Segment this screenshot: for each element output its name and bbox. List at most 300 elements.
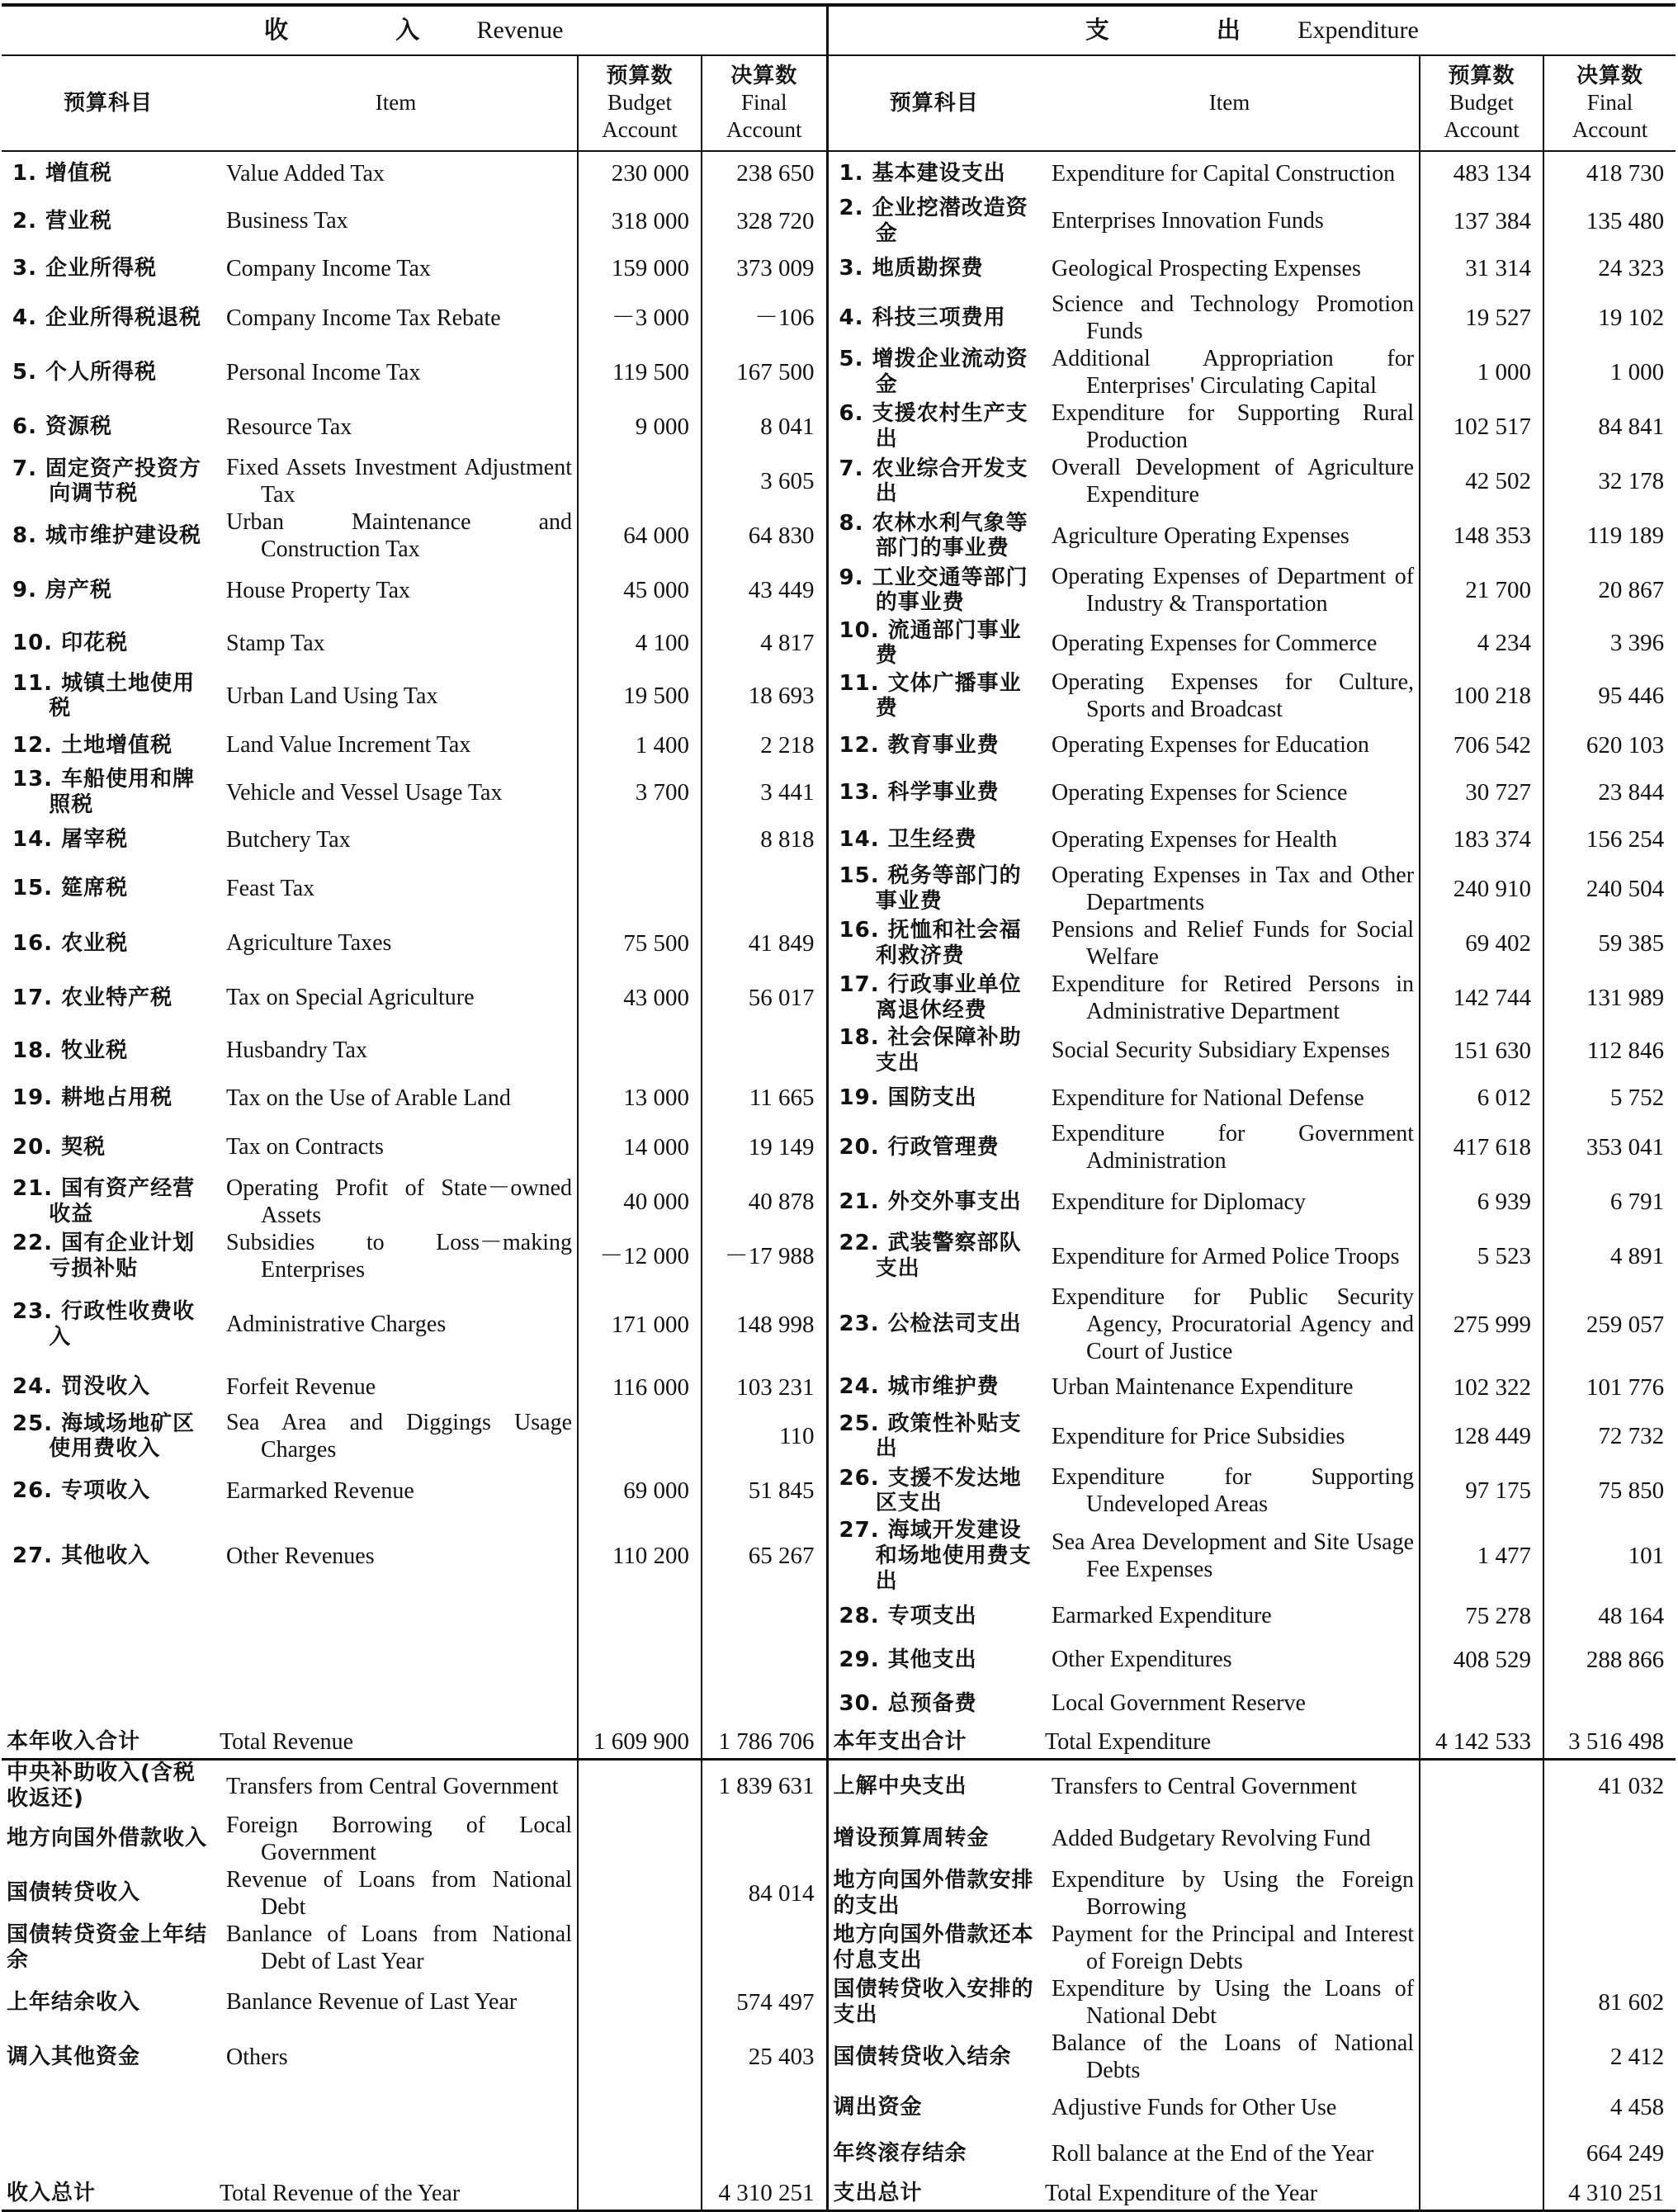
revenue-item-en: Subsidies to Loss－making Enterprises bbox=[226, 1230, 572, 1283]
revenue-subject-cn: 8. 城市维护建设税 bbox=[12, 522, 202, 548]
expenditure-budget-value: 142 744 bbox=[1420, 971, 1543, 1025]
table-row bbox=[2, 1229, 1676, 1283]
expenditure-item-en: Operating Expenses for Commerce bbox=[1052, 630, 1378, 656]
revenue-item-en: Stamp Tax bbox=[226, 630, 325, 656]
expenditure-item-en: Social Security Subsidiary Expenses bbox=[1052, 1037, 1390, 1064]
revenue-subject-cn bbox=[2, 1681, 215, 1725]
revenue-item-en: Revenue of Loans from National Debt bbox=[226, 1866, 572, 1920]
total-expenditure-final: 3 516 498 bbox=[1543, 1725, 1676, 1760]
revenue-item-en: Banlance of Loans from National Debt of Last Year bbox=[226, 1921, 572, 1974]
expenditure-subject-cn: 20. 行政管理费 bbox=[827, 1120, 1040, 1175]
revenue-item-en bbox=[215, 2130, 578, 2177]
revenue-final-value: 18 693 bbox=[702, 669, 827, 723]
revenue-budget-value: 159 000 bbox=[578, 247, 702, 291]
revenue-header-en: Revenue bbox=[476, 17, 564, 45]
expenditure-final-value: 6 791 bbox=[1543, 1175, 1676, 1229]
expenditure-item-en: Expenditure for Price Subsidies bbox=[1052, 1423, 1345, 1449]
revenue-item-en: Urban Land Using Tax bbox=[226, 683, 438, 709]
revenue-subject-cn bbox=[2, 1638, 215, 1681]
expenditure-section-header bbox=[827, 5, 1676, 55]
expenditure-budget-value: 1 000 bbox=[1420, 345, 1543, 399]
revenue-item-en: Company Income Tax Rebate bbox=[226, 305, 501, 331]
final-header-en-1: Final bbox=[741, 90, 787, 116]
expenditure-item-en: Expenditure for Supporting Rural Production bbox=[1052, 400, 1415, 454]
revenue-item-en: Company Income Tax bbox=[226, 255, 431, 281]
revenue-item-en: Personal Income Tax bbox=[226, 359, 421, 385]
revenue-budget-value: －12 000 bbox=[578, 1229, 702, 1283]
revenue-final-value bbox=[702, 2084, 827, 2130]
expenditure-subject-cn: 3. 地质勘探费 bbox=[827, 247, 1040, 291]
expenditure-item-en: Operating Expenses of Department of Industry & Transportation bbox=[1052, 564, 1415, 617]
expenditure-item-en: Expenditure by Using the Foreign Borrowing bbox=[1052, 1866, 1415, 1920]
header-section-row bbox=[2, 5, 1676, 55]
table-row bbox=[2, 1025, 1676, 1076]
revenue-final-value: 43 449 bbox=[702, 563, 827, 617]
revenue-item-en: Value Added Tax bbox=[226, 160, 385, 187]
revenue-section-header bbox=[2, 5, 827, 55]
extra-table-body bbox=[2, 1760, 1676, 2211]
expenditure-final-value: 135 480 bbox=[1543, 196, 1676, 247]
expenditure-final-value bbox=[1543, 1866, 1676, 1921]
expenditure-final-value: 48 164 bbox=[1543, 1594, 1676, 1638]
revenue-subject-cn: 4. 企业所得税退税 bbox=[12, 305, 202, 330]
expenditure-final-value: 418 730 bbox=[1543, 151, 1676, 196]
revenue-item-en: Husbandry Tax bbox=[226, 1037, 367, 1064]
revenue-budget-value bbox=[578, 2130, 702, 2177]
expenditure-final-value: 288 866 bbox=[1543, 1638, 1676, 1681]
expenditure-subject-cn: 27. 海域开发建设和场地使用费支出 bbox=[827, 1518, 1040, 1594]
expenditure-budget-value: 148 353 bbox=[1420, 508, 1543, 563]
expenditure-final-value: 32 178 bbox=[1543, 454, 1676, 508]
expenditure-subject-cn: 13. 科学事业费 bbox=[827, 767, 1040, 817]
expenditure-final-value: 4 891 bbox=[1543, 1229, 1676, 1283]
grand-total-revenue-budget bbox=[578, 2177, 702, 2211]
table-row bbox=[2, 454, 1676, 508]
expenditure-budget-value bbox=[1420, 1921, 1543, 1975]
expenditure-budget-value: 137 384 bbox=[1420, 196, 1543, 247]
expenditure-final-value: 101 776 bbox=[1543, 1365, 1676, 1409]
table-row bbox=[2, 862, 1676, 916]
expenditure-final-value: 101 bbox=[1543, 1518, 1676, 1594]
budget-table bbox=[2, 3, 1676, 2212]
revenue-subject-cn: 14. 屠宰税 bbox=[12, 826, 129, 852]
expenditure-item-en: Operating Expenses for Health bbox=[1052, 826, 1338, 853]
revenue-budget-value bbox=[578, 1760, 702, 1812]
expenditure-item-en: Expenditure for Armed Police Troops bbox=[1052, 1243, 1400, 1269]
table-row bbox=[2, 1866, 1676, 1921]
expenditure-final-value: 84 841 bbox=[1543, 399, 1676, 454]
expenditure-subject-cn: 18. 社会保障补助支出 bbox=[827, 1025, 1040, 1076]
expenditure-item-en: Local Government Reserve bbox=[1052, 1690, 1306, 1717]
table-row bbox=[2, 508, 1676, 563]
grand-total-expenditure-label-en: Total Expenditure of the Year bbox=[1040, 2177, 1420, 2211]
expenditure-final-value: 353 041 bbox=[1543, 1120, 1676, 1175]
table-row bbox=[2, 1120, 1676, 1175]
table-row bbox=[2, 1760, 1676, 1812]
expenditure-subject-cn: 23. 公检法司支出 bbox=[827, 1283, 1040, 1365]
expenditure-final-value: 156 254 bbox=[1543, 818, 1676, 862]
expenditure-item-en: Enterprises Innovation Funds bbox=[1052, 208, 1324, 234]
expenditure-subject-cn: 26. 支援不发达地区支出 bbox=[827, 1463, 1040, 1518]
expenditure-final-value: 664 249 bbox=[1543, 2130, 1676, 2177]
revenue-budget-value bbox=[578, 862, 702, 916]
col-header-budget bbox=[578, 55, 702, 151]
expenditure-item-en: Payment for the Principal and Interest of Foreign Debts bbox=[1052, 1921, 1415, 1974]
expenditure-budget-value: 4 234 bbox=[1420, 617, 1543, 669]
expenditure-final-value: 72 732 bbox=[1543, 1409, 1676, 1463]
expenditure-item-en: Expenditure for Supporting Undeveloped Areas bbox=[1052, 1464, 1415, 1518]
expenditure-budget-value: 128 449 bbox=[1420, 1409, 1543, 1463]
revenue-final-value bbox=[702, 1681, 827, 1725]
expenditure-budget-value: 240 910 bbox=[1420, 862, 1543, 916]
table-row bbox=[2, 818, 1676, 862]
table-row bbox=[2, 767, 1676, 817]
revenue-subject-cn: 27. 其他收入 bbox=[12, 1543, 151, 1569]
table-row bbox=[2, 1463, 1676, 1518]
revenue-final-value: 373 009 bbox=[702, 247, 827, 291]
revenue-budget-value bbox=[578, 1638, 702, 1681]
expenditure-subject-cn: 14. 卫生经费 bbox=[827, 818, 1040, 862]
revenue-item-en: Administrative Charges bbox=[226, 1312, 447, 1338]
total-revenue-final: 1 786 706 bbox=[702, 1725, 827, 1760]
revenue-item-en: Tax on the Use of Arable Land bbox=[226, 1085, 511, 1111]
expenditure-budget-value bbox=[1420, 2130, 1543, 2177]
expenditure-final-value: 112 846 bbox=[1543, 1025, 1676, 1076]
revenue-budget-value: 110 200 bbox=[578, 1518, 702, 1594]
expenditure-budget-value: 275 999 bbox=[1420, 1283, 1543, 1365]
main-table-body bbox=[2, 151, 1676, 1760]
expenditure-item-en: Sea Area Development and Site Usage Fee Expenses bbox=[1052, 1529, 1415, 1583]
budget-header-en-2: Account bbox=[602, 116, 678, 142]
expenditure-item-en: Urban Maintenance Expenditure bbox=[1052, 1374, 1354, 1401]
expenditure-item-en: Overall Development of Agriculture Expenditure bbox=[1052, 455, 1415, 508]
revenue-final-value: 574 497 bbox=[702, 1975, 827, 2030]
revenue-subject-cn: 1. 增值税 bbox=[12, 161, 113, 187]
revenue-subject-cn: 12. 土地增值税 bbox=[12, 732, 173, 758]
revenue-budget-value: 230 000 bbox=[578, 151, 702, 196]
expenditure-subject-cn: 16. 抚恤和社会福利救济费 bbox=[827, 916, 1040, 971]
budget-table-sheet bbox=[2, 3, 1676, 2212]
expenditure-budget-value: 42 502 bbox=[1420, 454, 1543, 508]
revenue-final-value: 238 650 bbox=[702, 151, 827, 196]
expenditure-item-en: Expenditure for Retired Persons in Administrative Department bbox=[1052, 971, 1415, 1024]
revenue-subject-cn: 2. 营业税 bbox=[12, 208, 113, 234]
expenditure-budget-value: 6 939 bbox=[1420, 1175, 1543, 1229]
revenue-budget-value: 1 400 bbox=[578, 723, 702, 767]
revenue-item-en: Transfers from Central Government bbox=[226, 1773, 559, 1799]
revenue-final-value: 3 441 bbox=[702, 767, 827, 817]
table-row bbox=[2, 916, 1676, 971]
grand-total-expenditure-label-cn: 支出总计 bbox=[827, 2177, 1040, 2211]
revenue-item-en: Forfeit Revenue bbox=[226, 1374, 376, 1401]
revenue-budget-value: 9 000 bbox=[578, 399, 702, 454]
revenue-budget-value: 13 000 bbox=[578, 1076, 702, 1120]
expenditure-item-en: Expenditure for National Defense bbox=[1052, 1085, 1364, 1111]
col-header-item-exp: Item bbox=[1040, 55, 1420, 151]
revenue-subject-cn: 5. 个人所得税 bbox=[12, 359, 158, 385]
expenditure-budget-value: 19 527 bbox=[1420, 291, 1543, 345]
revenue-subject-cn: 23. 行政性收费收入 bbox=[12, 1299, 196, 1349]
table-row bbox=[2, 1518, 1676, 1594]
revenue-budget-value: 19 500 bbox=[578, 669, 702, 723]
expenditure-budget-value bbox=[1420, 1975, 1543, 2030]
revenue-budget-value: 43 000 bbox=[578, 971, 702, 1025]
revenue-subject-cn bbox=[2, 2084, 215, 2130]
revenue-final-value bbox=[702, 862, 827, 916]
revenue-final-value: 8 818 bbox=[702, 818, 827, 862]
table-row bbox=[2, 291, 1676, 345]
expenditure-item-en: Balance of the Loans of National Debts bbox=[1052, 2030, 1415, 2084]
revenue-final-value: 103 231 bbox=[702, 1365, 827, 1409]
table-row bbox=[2, 563, 1676, 617]
budget-header-en-1-exp: Budget bbox=[1449, 90, 1515, 116]
expenditure-subject-cn: 上解中央支出 bbox=[827, 1760, 1040, 1812]
revenue-budget-value: 119 500 bbox=[578, 345, 702, 399]
revenue-budget-value bbox=[578, 1812, 702, 1866]
expenditure-final-value: 131 989 bbox=[1543, 971, 1676, 1025]
final-header-cn: 决算数 bbox=[730, 64, 798, 89]
expenditure-final-value: 24 323 bbox=[1543, 247, 1676, 291]
expenditure-budget-value: 100 218 bbox=[1420, 669, 1543, 723]
total-expenditure-budget: 4 142 533 bbox=[1420, 1725, 1543, 1760]
expenditure-budget-value: 706 542 bbox=[1420, 723, 1543, 767]
col-header-subject-exp: 预算科目 bbox=[827, 55, 1040, 151]
expenditure-budget-value: 75 278 bbox=[1420, 1594, 1543, 1638]
budget-header-en-2-exp: Account bbox=[1444, 116, 1520, 142]
expenditure-item-en: Operating Expenses in Tax and Other Departments bbox=[1052, 862, 1415, 915]
table-row bbox=[2, 669, 1676, 723]
revenue-final-value bbox=[702, 1594, 827, 1638]
revenue-subject-cn: 中央补助收入(含税收返还) bbox=[7, 1761, 196, 1812]
revenue-final-value: 64 830 bbox=[702, 508, 827, 563]
revenue-budget-value bbox=[578, 454, 702, 508]
expenditure-item-en: Other Expenditures bbox=[1052, 1647, 1232, 1673]
expenditure-budget-value: 1 477 bbox=[1420, 1518, 1543, 1594]
expenditure-final-value bbox=[1543, 1921, 1676, 1975]
expenditure-budget-value bbox=[1420, 2030, 1543, 2084]
expenditure-budget-value bbox=[1420, 1681, 1543, 1725]
revenue-budget-value bbox=[578, 1975, 702, 2030]
table-row bbox=[2, 345, 1676, 399]
expenditure-budget-value bbox=[1420, 2084, 1543, 2130]
expenditure-subject-cn: 4. 科技三项费用 bbox=[827, 291, 1040, 345]
expenditure-final-value: 75 850 bbox=[1543, 1463, 1676, 1518]
expenditure-subject-cn: 28. 专项支出 bbox=[827, 1594, 1040, 1638]
revenue-budget-value: 40 000 bbox=[578, 1175, 702, 1229]
expenditure-subject-cn: 19. 国防支出 bbox=[827, 1076, 1040, 1120]
revenue-final-value: 3 605 bbox=[702, 454, 827, 508]
revenue-subject-cn: 21. 国有资产经营收益 bbox=[12, 1176, 196, 1227]
revenue-budget-value: 45 000 bbox=[578, 563, 702, 617]
expenditure-budget-value bbox=[1420, 1812, 1543, 1866]
revenue-item-en: Agriculture Taxes bbox=[226, 930, 392, 957]
expenditure-subject-cn: 17. 行政事业单位离退休经费 bbox=[827, 971, 1040, 1025]
expenditure-final-value: 19 102 bbox=[1543, 291, 1676, 345]
expenditure-final-value: 20 867 bbox=[1543, 563, 1676, 617]
table-row bbox=[2, 1175, 1676, 1229]
expenditure-final-value: 81 602 bbox=[1543, 1975, 1676, 2030]
table-row bbox=[2, 399, 1676, 454]
expenditure-budget-value: 102 322 bbox=[1420, 1365, 1543, 1409]
expenditure-item-en: Earmarked Expenditure bbox=[1052, 1603, 1272, 1629]
final-header-cn-exp: 决算数 bbox=[1576, 64, 1644, 89]
expenditure-header-cn: 支 出 bbox=[1085, 16, 1290, 45]
expenditure-final-value: 23 844 bbox=[1543, 767, 1676, 817]
final-header-en-2: Account bbox=[726, 116, 802, 142]
expenditure-subject-cn: 地方向国外借款安排的支出 bbox=[827, 1866, 1040, 1921]
expenditure-final-value: 240 504 bbox=[1543, 862, 1676, 916]
revenue-final-value: －17 988 bbox=[702, 1229, 827, 1283]
revenue-final-value bbox=[702, 1025, 827, 1076]
grand-total-row bbox=[2, 2177, 1676, 2211]
expenditure-budget-value bbox=[1420, 1760, 1543, 1812]
revenue-final-value: 56 017 bbox=[702, 971, 827, 1025]
revenue-budget-value: 4 100 bbox=[578, 617, 702, 669]
expenditure-budget-value: 183 374 bbox=[1420, 818, 1543, 862]
col-header-item: Item bbox=[215, 55, 578, 151]
grand-total-expenditure-budget bbox=[1420, 2177, 1543, 2211]
revenue-final-value bbox=[702, 1921, 827, 1975]
expenditure-item-en: Agriculture Operating Expenses bbox=[1052, 522, 1349, 549]
revenue-subject-cn: 26. 专项收入 bbox=[12, 1478, 151, 1503]
expenditure-subject-cn: 22. 武装警察部队支出 bbox=[827, 1229, 1040, 1283]
revenue-subject-cn: 地方向国外借款收入 bbox=[7, 1826, 208, 1851]
revenue-final-value: 1 839 631 bbox=[702, 1760, 827, 1812]
revenue-item-en: Butchery Tax bbox=[226, 826, 351, 853]
revenue-item-en: Tax on Special Agriculture bbox=[226, 985, 475, 1011]
revenue-budget-value bbox=[578, 2084, 702, 2130]
revenue-subject-cn: 25. 海域场地矿区使用费收入 bbox=[12, 1411, 196, 1462]
expenditure-budget-value: 97 175 bbox=[1420, 1463, 1543, 1518]
expenditure-budget-value: 151 630 bbox=[1420, 1025, 1543, 1076]
col-header-final-exp bbox=[1543, 55, 1676, 151]
expenditure-final-value: 3 396 bbox=[1543, 617, 1676, 669]
expenditure-final-value: 119 189 bbox=[1543, 508, 1676, 563]
expenditure-subject-cn: 25. 政策性补贴支出 bbox=[827, 1409, 1040, 1463]
revenue-budget-value: －3 000 bbox=[578, 291, 702, 345]
expenditure-final-value: 1 000 bbox=[1543, 345, 1676, 399]
expenditure-final-value: 2 412 bbox=[1543, 2030, 1676, 2084]
grand-total-expenditure-final: 4 310 251 bbox=[1543, 2177, 1676, 2211]
expenditure-subject-cn: 8. 农林水利气象等部门的事业费 bbox=[827, 508, 1040, 563]
table-row bbox=[2, 1681, 1676, 1725]
expenditure-subject-cn: 29. 其他支出 bbox=[827, 1638, 1040, 1681]
revenue-item-en bbox=[215, 1594, 578, 1638]
revenue-budget-value bbox=[578, 1681, 702, 1725]
revenue-subject-cn: 上年结余收入 bbox=[7, 1989, 141, 2015]
revenue-final-value bbox=[702, 1812, 827, 1866]
revenue-item-en: Resource Tax bbox=[226, 414, 352, 440]
expenditure-item-en: Added Budgetary Revolving Fund bbox=[1052, 1826, 1371, 1852]
expenditure-budget-value: 6 012 bbox=[1420, 1076, 1543, 1120]
revenue-subject-cn: 16. 农业税 bbox=[12, 930, 129, 956]
table-row bbox=[2, 723, 1676, 767]
revenue-final-value: 19 149 bbox=[702, 1120, 827, 1175]
table-row bbox=[2, 1409, 1676, 1463]
revenue-subject-cn: 国债转贷收入 bbox=[7, 1880, 141, 1906]
expenditure-subject-cn: 7. 农业综合开发支出 bbox=[827, 454, 1040, 508]
revenue-final-value: 328 720 bbox=[702, 196, 827, 247]
expenditure-final-value: 620 103 bbox=[1543, 723, 1676, 767]
revenue-final-value: 2 218 bbox=[702, 723, 827, 767]
expenditure-budget-value: 5 523 bbox=[1420, 1229, 1543, 1283]
revenue-final-value bbox=[702, 1638, 827, 1681]
expenditure-item-en: Geological Prospecting Expenses bbox=[1052, 255, 1361, 281]
revenue-subject-cn: 9. 房产税 bbox=[12, 578, 113, 603]
expenditure-item-en: Expenditure by Using the Loans of National Debt bbox=[1052, 1975, 1415, 2029]
table-row bbox=[2, 1812, 1676, 1866]
expenditure-subject-cn: 24. 城市维护费 bbox=[827, 1365, 1040, 1409]
table-row bbox=[2, 2130, 1676, 2177]
expenditure-budget-value: 69 402 bbox=[1420, 916, 1543, 971]
expenditure-item-en: Transfers to Central Government bbox=[1052, 1773, 1357, 1799]
revenue-final-value bbox=[702, 2130, 827, 2177]
revenue-item-en: Feast Tax bbox=[226, 876, 315, 902]
final-header-en-1-exp: Final bbox=[1586, 90, 1633, 116]
expenditure-subject-cn: 21. 外交外事支出 bbox=[827, 1175, 1040, 1229]
col-header-subject: 预算科目 bbox=[2, 55, 215, 151]
expenditure-subject-cn: 调出资金 bbox=[827, 2084, 1040, 2130]
revenue-item-en: Other Revenues bbox=[226, 1543, 375, 1569]
expenditure-subject-cn: 年终滚存结余 bbox=[827, 2130, 1040, 2177]
revenue-subject-cn: 19. 耕地占用税 bbox=[12, 1085, 173, 1111]
expenditure-item-en: Science and Technology Promotion Funds bbox=[1052, 291, 1415, 345]
revenue-subject-cn: 6. 资源税 bbox=[12, 414, 113, 439]
revenue-budget-value bbox=[578, 818, 702, 862]
revenue-subject-cn: 7. 固定资产投资方向调节税 bbox=[12, 456, 202, 507]
expenditure-budget-value: 102 517 bbox=[1420, 399, 1543, 454]
total-revenue-label-cn: 本年收入合计 bbox=[2, 1725, 215, 1760]
revenue-budget-value bbox=[578, 1866, 702, 1921]
revenue-item-en: Operating Profit of State－owned Assets bbox=[226, 1175, 572, 1229]
revenue-final-value: 40 878 bbox=[702, 1175, 827, 1229]
table-row bbox=[2, 1076, 1676, 1120]
revenue-subject-cn bbox=[2, 2130, 215, 2177]
revenue-subject-cn: 24. 罚没收入 bbox=[12, 1374, 151, 1400]
total-revenue-budget: 1 609 900 bbox=[578, 1725, 702, 1760]
total-row bbox=[2, 1725, 1676, 1760]
expenditure-subject-cn: 9. 工业交通等部门的事业费 bbox=[827, 563, 1040, 617]
grand-total-revenue-label-cn: 收入总计 bbox=[2, 2177, 215, 2211]
revenue-subject-cn: 18. 牧业税 bbox=[12, 1037, 129, 1063]
expenditure-item-en: Operating Expenses for Culture, Sports and Broadcast bbox=[1052, 669, 1415, 723]
revenue-item-en: Urban Maintenance and Construction Tax bbox=[226, 509, 572, 563]
table-row bbox=[2, 196, 1676, 247]
expenditure-item-en: Adjustive Funds for Other Use bbox=[1052, 2094, 1337, 2120]
expenditure-budget-value: 483 134 bbox=[1420, 151, 1543, 196]
expenditure-final-value bbox=[1543, 1812, 1676, 1866]
table-row bbox=[2, 2030, 1676, 2084]
expenditure-final-value: 59 385 bbox=[1543, 916, 1676, 971]
revenue-budget-value bbox=[578, 1921, 702, 1975]
revenue-subject-cn: 22. 国有企业计划亏损补贴 bbox=[12, 1231, 196, 1282]
expenditure-final-value: 41 032 bbox=[1543, 1760, 1676, 1812]
col-header-final bbox=[702, 55, 827, 151]
revenue-item-en: Foreign Borrowing of Local Government bbox=[226, 1812, 572, 1865]
column-header-row bbox=[2, 55, 1676, 151]
revenue-item-en bbox=[215, 2084, 578, 2130]
expenditure-header-en: Expenditure bbox=[1297, 17, 1419, 45]
revenue-budget-value bbox=[578, 1025, 702, 1076]
expenditure-subject-cn: 12. 教育事业费 bbox=[827, 723, 1040, 767]
revenue-budget-value: 171 000 bbox=[578, 1283, 702, 1365]
expenditure-subject-cn: 15. 税务等部门的事业费 bbox=[827, 862, 1040, 916]
table-row bbox=[2, 1283, 1676, 1365]
expenditure-item-en: Expenditure for Public Security Agency, Procuratorial Agency and Court of Justice bbox=[1052, 1284, 1415, 1365]
expenditure-budget-value: 31 314 bbox=[1420, 247, 1543, 291]
expenditure-final-value: 95 446 bbox=[1543, 669, 1676, 723]
revenue-final-value: 65 267 bbox=[702, 1518, 827, 1594]
